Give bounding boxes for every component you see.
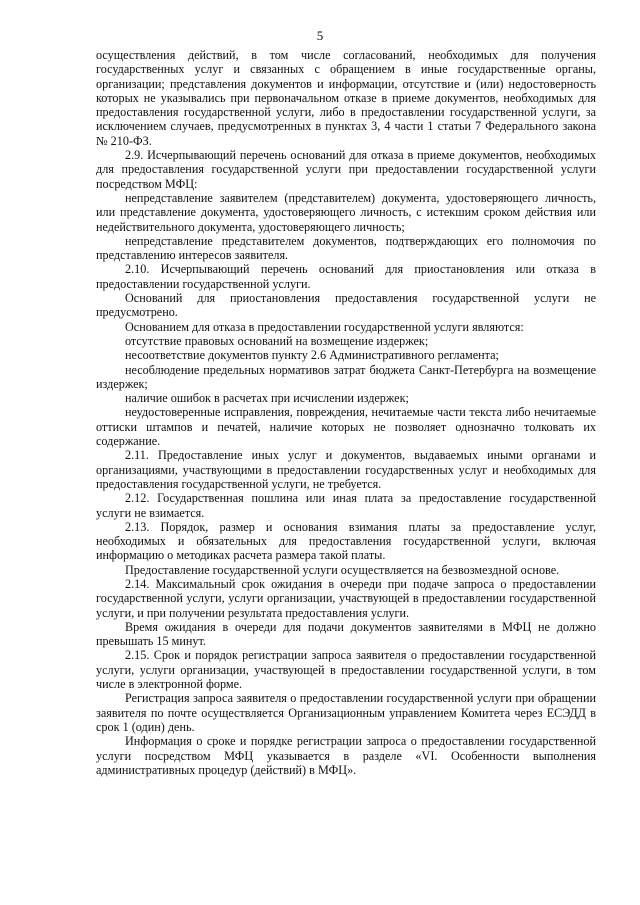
paragraph: 2.9. Исчерпывающий перечень оснований для отказа в приеме документов, необходимых для предоставления государственной услуги при предоставлении государственной услуги посредством МФЦ:	[96, 148, 596, 191]
paragraph: 2.11. Предоставление иных услуг и документов, выдаваемых иными органами и организациями, участвующими в предоставлении государственных услуг и необходимых для предоставления государственной услуги, не требуется.	[96, 448, 596, 491]
paragraph: 2.15. Срок и порядок регистрации запроса заявителя о предоставлении государственной услуги, услуги организации, участвующей в предоставлении государственной услуги, в том числе в электронной форме.	[96, 648, 596, 692]
paragraph: 2.10. Исчерпывающий перечень оснований для приостановления или отказа в предоставлении государственной услуги.	[96, 262, 596, 291]
paragraph: осуществления действий, в том числе согласований, необходимых для получения государственных услуг и связанных с обращением в иные государственные органы, организации; представления документов и информации, отсутствие и (или) недостоверность которых не указывались при первоначальном отказе в приеме документов, необходимых для предоставления государственной услуги, либо в предоставлении государственной услуги, за исключением случаев, предусмотренных в пунктах 3, 4 части 1 статьи 7 Федерального закона № 210-ФЗ.	[96, 48, 596, 148]
paragraph: 2.13. Порядок, размер и основания взимания платы за предоставление услуг, необходимых и обязательных для предоставления государственной услуги, включая информацию о методиках расчета размера такой платы.	[96, 519, 596, 563]
paragraph: отсутствие правовых оснований на возмещение издержек;	[125, 333, 429, 348]
paragraph: Время ожидания в очереди для подачи документов заявителями в МФЦ не должно превышать 15 минут.	[96, 619, 596, 649]
paragraph: Регистрация запроса заявителя о предоставлении государственной услуги при обращении заявителя по почте осуществляется Организационным управлением Комитета через ЕСЭДД в срок 1 (один) день.	[96, 691, 596, 734]
paragraph: Предоставление государственной услуги осуществляется на безвозмездной основе.	[125, 562, 560, 577]
paragraph: 2.12. Государственная пошлина или иная плата за предоставление государственной услуги не взимается.	[96, 491, 596, 520]
paragraph: Основанием для отказа в предоставлении государственной услуги являются:	[125, 319, 524, 334]
paragraph: непредставление представителем документов, подтверждающих его полномочия по представлению интересов заявителя.	[96, 233, 596, 263]
paragraph: непредставление заявителем (представителем) документа, удостоверяющего личность, или представление документа, удостоверяющего личность, с истекшим сроком действия или недействительного документа, удостоверяющего личность;	[96, 190, 596, 234]
paragraph: Оснований для приостановления предоставления государственной услуги не предусмотрено.	[96, 291, 596, 320]
page-number: 5	[316, 28, 324, 43]
document-body	[96, 48, 596, 777]
paragraph: Информация о сроке и порядке регистрации запроса о предоставлении государственной услуги посредством МФЦ указывается в разделе «VI. Особенности выполнения административных процедур (действий) в МФЦ».	[96, 734, 596, 777]
paragraph: несоблюдение предельных нормативов затрат бюджета Санкт-Петербурга на возмещение издержек;	[96, 362, 596, 391]
paragraph: наличие ошибок в расчетах при исчислении издержек;	[125, 391, 409, 406]
paragraph: несоответствие документов пункту 2.6 Административного регламента;	[125, 348, 499, 363]
paragraph: неудостоверенные исправления, повреждения, нечитаемые части текста либо нечитаемые оттиски штампов и печатей, наличие которых не позволяет однозначно толковать их содержание.	[96, 405, 596, 449]
paragraph: 2.14. Максимальный срок ожидания в очереди при подаче запроса о предоставлении государственной услуги, услуги организации, участвующей в предоставлении государственной услуги, и при получении результата предоставления услуги.	[96, 576, 596, 620]
